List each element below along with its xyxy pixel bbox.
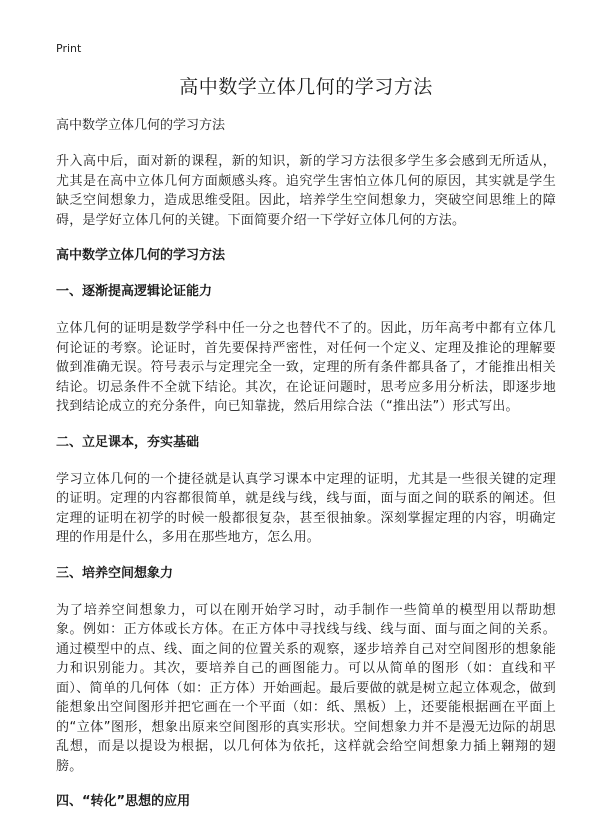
section-heading-1: 一、逐渐提高逻辑论证能力 [56,284,213,299]
intro-paragraph: 升入高中后，面对新的课程，新的知识，新的学习方法很多学生多会感到无所适从，尤其是在高中立体几何方面颇感头疼。追究学生害怕立体几何的原因，其实就是学生缺乏空间想象力，造成思维受阻。因此，培养学生空间想象力，突破空间思维上的障碍，是学好立体几何的关键。下面简要介绍一下学好立体几何的方法。 [56,154,556,228]
section-body-1: 立体几何的证明是数学学科中任一分之也替代不了的。因此，历年高考中都有立体几何论证的考察。论证时，首先要保持严密性，对任何一个定义、定理及推论的理解要做到准确无误。符号表示与定理完全一致，定理的所有条件都具备了，才能推出相关结论。切忌条件不全就下结论。其次，在论证问题时，思考应多用分析法，即逐步地找到结论成立的充分条件，向已知靠拢，然后用综合法（“推出法”）形式写出。 [56,321,556,414]
print-link[interactable]: Print [56,42,82,55]
document-subtitle: 高中数学立体几何的学习方法 [56,118,226,133]
main-section-heading: 高中数学立体几何的学习方法 [56,248,226,263]
section-body-2: 学习立体几何的一个捷径就是认真学习课本中定理的证明，尤其是一些很关键的定理的证明。定理的内容都很简单，就是线与线，线与面，面与面之间的联系的阐述。但定理的证明在初学的时候一般都很复杂，甚至很抽象。深刻掌握定理的内容，明确定理的作用是什么，多用在那些地方，怎么用。 [56,471,556,545]
page-title: 高中数学立体几何的学习方法 [179,76,433,98]
section-heading-3: 三、培养空间想象力 [56,565,174,581]
section-heading-4: 四、“转化”思想的应用 [56,794,191,809]
section-body-3: 为了培养空间想象力，可以在刚开始学习时，动手制作一些简单的模型用以帮助想象。例如：正方体或长方体。在正方体中寻找线与线、线与面、面与面之间的关系。通过模型中的点、线、面之间的位置关系的观察，逐步培养自己对空间图形的想象能力和识别能力。其次，要培养自己的画图能力。可以从简单的图形（如：直线和平面）、简单的几何体（如：正方体）开始画起。最后要做的就是树立起立体观念，做到能想象出空间图形并把它画在一个平面（如：纸、黑板）上，还要能根据画在平面上的“立体”图形，想象出原来空间图形的真实形状。空间想象力并不是漫无边际的胡思乱想，而是以提设为根据，以几何体为依托，这样就会给空间想象力插上翱翔的翅膀。 [56,602,556,774]
section-heading-2: 二、立足课本，夯实基础 [56,434,200,450]
